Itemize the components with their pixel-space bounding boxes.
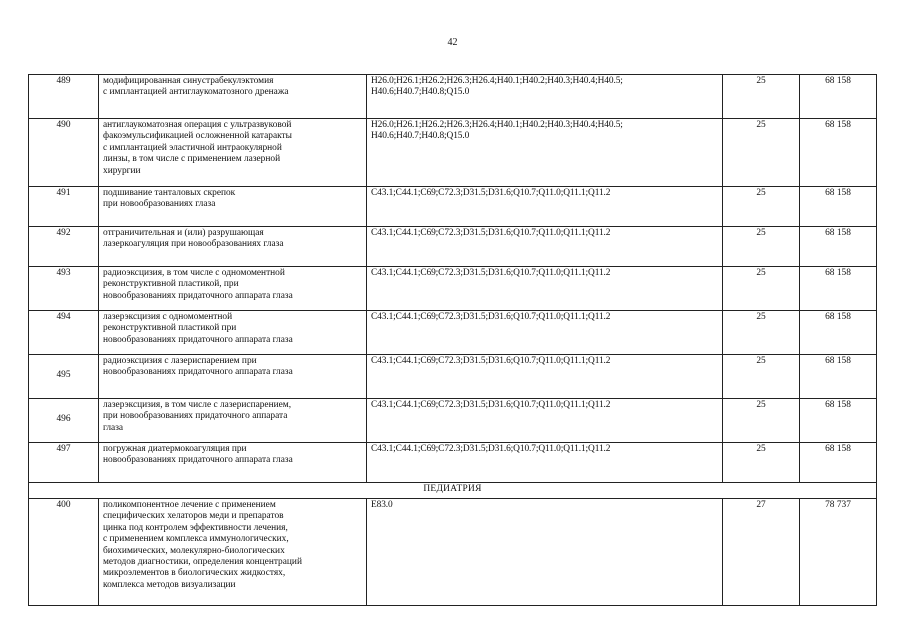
cell-line: с имплантацией антиглаукоматозного дренажа [103,87,289,98]
cell-line: новообразованиях придаточного аппарата глаза [103,367,293,378]
treatment-method-cell [99,311,367,355]
cell-line: C43.1;C44.1;C69;C72.3;D31.5;D31.6;Q10.7;Q11.0;Q11.1;Q11.2 [371,268,611,278]
cell-line: H40.6;H40.7;H40.8;Q15.0 [371,131,470,142]
row-number-cell: 495 [29,355,99,399]
cell-line: E83.0 [371,500,393,510]
cost-cell: 68 158 [800,75,877,119]
cell-line: C43.1;C44.1;C69;C72.3;D31.5;D31.6;Q10.7;Q11.0;Q11.1;Q11.2 [371,188,611,198]
treatment-method-cell [99,267,367,311]
treatment-method-cell [99,399,367,443]
cost-cell: 68 158 [800,227,877,267]
group-cell: 25 [723,119,800,187]
row-number-cell: 493 [29,267,99,311]
row-number-cell: 494 [29,311,99,355]
group-cell: 25 [723,75,800,119]
group-cell: 25 [723,267,800,311]
cell-line: C43.1;C44.1;C69;C72.3;D31.5;D31.6;Q10.7;Q11.0;Q11.1;Q11.2 [371,444,611,454]
cell-line: поликомпонентное лечение с применением [103,500,276,510]
cell-line: факоэмульсификацией осложненной катаракты [103,131,292,142]
tariff-table-body [29,75,877,606]
cell-line: новообразованиях придаточного аппарата глаза [103,334,293,345]
group-cell: 25 [723,399,800,443]
table-row [29,227,877,267]
cell-line: C43.1;C44.1;C69;C72.3;D31.5;D31.6;Q10.7;Q11.0;Q11.1;Q11.2 [371,228,611,238]
cell-line: методов диагностики, определения концентраций [103,557,302,568]
row-number-cell: 497 [29,443,99,483]
section-row [29,483,877,499]
cell-line: при новообразованиях придаточного аппарата [103,411,288,422]
row-number-cell: 490 [29,119,99,187]
cell-line: цинка под контролем эффективности лечения, [103,522,288,533]
tariff-table [28,74,877,606]
icd-codes-cell [367,267,723,311]
cell-line: линзы, в том числе с применением лазерной [103,154,281,165]
icd-codes-cell [367,75,723,119]
cell-line: радиоэксцизия с лазериспарением при [103,356,257,366]
cell-line: модифицированная синустрабекулэктомия [103,76,274,86]
icd-codes-cell [367,311,723,355]
cell-line: лазерэксцизия, в том числе с лазериспарением, [103,400,292,410]
row-number-cell: 489 [29,75,99,119]
icd-codes-cell [367,399,723,443]
group-cell: 25 [723,187,800,227]
cell-line: антиглаукоматозная операция с ультразвуковой [103,120,292,130]
cell-line: подшивание танталовых скрепок [103,188,236,198]
cell-line: C43.1;C44.1;C69;C72.3;D31.5;D31.6;Q10.7;Q11.0;Q11.1;Q11.2 [371,356,611,366]
cell-line: радиоэксцизия, в том числе с одномоментной [103,268,285,278]
cell-line: микроэлементов в биологических жидкостях, [103,568,286,579]
page-number: 42 [447,37,458,48]
icd-codes-cell [367,499,723,606]
cell-line: лазерэксцизия с одномоментной [103,312,233,322]
treatment-method-cell [99,227,367,267]
cost-cell: 78 737 [800,499,877,606]
cell-line: реконструктивной пластикой при [103,323,237,334]
table-row [29,75,877,119]
table-row [29,443,877,483]
cell-line: при новообразованиях глаза [103,199,216,210]
icd-codes-cell [367,227,723,267]
cell-line: глаза [103,422,124,433]
cell-line: погружная диатермокоагуляция при [103,444,247,454]
treatment-method-cell [99,75,367,119]
cost-cell: 68 158 [800,399,877,443]
icd-codes-cell [367,119,723,187]
section-title: ПЕДИАТРИЯ [29,483,877,499]
icd-codes-cell [367,187,723,227]
group-cell: 25 [723,355,800,399]
cell-line: H26.0;H26.1;H26.2;H26.3;H26.4;H40.1;H40.2;H40.3;H40.4;H40.5; [371,76,623,86]
group-cell: 27 [723,499,800,606]
table-row [29,499,877,606]
cell-line: с применением комплекса иммунологических, [103,534,289,545]
treatment-method-cell [99,187,367,227]
cost-cell: 68 158 [800,267,877,311]
cell-line: отграничительная и (или) разрушающая [103,228,264,238]
table-row [29,355,877,399]
cell-line: реконструктивной пластикой, при [103,279,239,290]
cell-line: специфических хелаторов меди и препаратов [103,511,284,522]
group-cell: 25 [723,227,800,267]
cell-line: новообразованиях придаточного аппарата глаза [103,455,293,466]
treatment-method-cell [99,119,367,187]
cell-line: с имплантацией эластичной интраокулярной [103,142,282,153]
treatment-method-cell [99,355,367,399]
cell-line: H26.0;H26.1;H26.2;H26.3;H26.4;H40.1;H40.2;H40.3;H40.4;H40.5; [371,120,623,130]
group-cell: 25 [723,443,800,483]
cost-cell: 68 158 [800,187,877,227]
row-number-cell: 492 [29,227,99,267]
treatment-method-cell [99,499,367,606]
cell-line: C43.1;C44.1;C69;C72.3;D31.5;D31.6;Q10.7;Q11.0;Q11.1;Q11.2 [371,312,611,322]
cost-cell: 68 158 [800,443,877,483]
cell-line: комплекса методов визуализации [103,579,236,590]
row-number-cell: 491 [29,187,99,227]
table-row [29,311,877,355]
cost-cell: 68 158 [800,355,877,399]
table-row [29,119,877,187]
cell-line: новообразованиях придаточного аппарата глаза [103,290,293,301]
cost-cell: 68 158 [800,311,877,355]
cell-line: H40.6;H40.7;H40.8;Q15.0 [371,87,470,98]
cell-line: хирургии [103,165,141,176]
cost-cell: 68 158 [800,119,877,187]
row-number-cell: 496 [29,399,99,443]
table-row [29,267,877,311]
icd-codes-cell [367,443,723,483]
cell-line: лазеркоагуляция при новообразованиях глаза [103,239,284,250]
icd-codes-cell [367,355,723,399]
row-number-cell: 400 [29,499,99,606]
treatment-method-cell [99,443,367,483]
group-cell: 25 [723,311,800,355]
table-row [29,187,877,227]
cell-line: биохимических, молекулярно-биологических [103,545,285,556]
cell-line: C43.1;C44.1;C69;C72.3;D31.5;D31.6;Q10.7;Q11.0;Q11.1;Q11.2 [371,400,611,410]
table-row [29,399,877,443]
